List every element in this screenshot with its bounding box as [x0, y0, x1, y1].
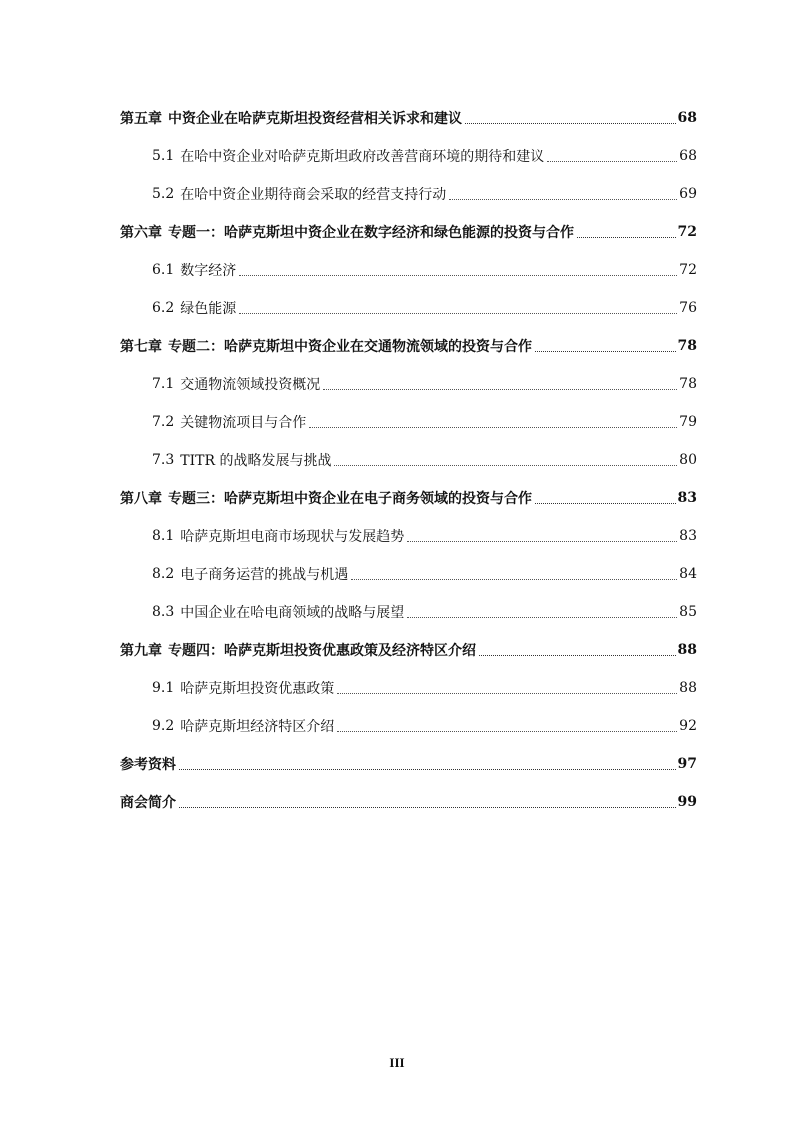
- toc-page-number: 68: [679, 148, 697, 164]
- toc-page-number: 78: [677, 338, 697, 354]
- toc-page-number: 72: [679, 262, 697, 278]
- toc-title: 在哈中资企业对哈萨克斯坦政府改善营商环境的期待和建议: [180, 149, 545, 165]
- toc-number: 第七章: [120, 339, 162, 355]
- toc-title: 交通物流领域投资概况: [180, 377, 321, 393]
- toc-title: 专题三：哈萨克斯坦中资企业在电子商务领域的投资与合作: [168, 491, 532, 507]
- dot-leader: [334, 464, 677, 466]
- toc-chapter[interactable]: [120, 213, 697, 251]
- toc-title: 参考资料: [120, 757, 176, 773]
- toc-page-number: 72: [677, 224, 697, 240]
- toc-page-number: 76: [679, 300, 697, 316]
- toc-chapter[interactable]: [120, 783, 697, 821]
- toc-number: 第六章: [120, 225, 162, 241]
- toc-page-number: 84: [679, 566, 697, 582]
- toc-section[interactable]: [120, 669, 697, 707]
- toc-chapter[interactable]: [120, 479, 697, 517]
- dot-leader: [239, 274, 677, 276]
- toc-number: 5.2: [152, 186, 175, 202]
- toc-title: 专题一：哈萨克斯坦中资企业在数字经济和绿色能源的投资与合作: [168, 225, 574, 241]
- toc-page-number: 92: [679, 718, 697, 734]
- toc-number: 7.2: [152, 414, 175, 430]
- toc-title: 关键物流项目与合作: [180, 415, 307, 431]
- table-of-contents: [120, 99, 697, 821]
- dot-leader: [465, 122, 676, 124]
- toc-number: 8.3: [152, 604, 175, 620]
- dot-leader: [547, 160, 677, 162]
- toc-number: 5.1: [152, 148, 175, 164]
- toc-page-number: 83: [679, 528, 697, 544]
- toc-section[interactable]: [120, 365, 697, 403]
- toc-section[interactable]: [120, 517, 697, 555]
- dot-leader: [323, 388, 677, 390]
- toc-page-number: 83: [677, 490, 697, 506]
- toc-number: 6.1: [152, 262, 175, 278]
- toc-number: 第五章: [120, 111, 162, 127]
- toc-section[interactable]: [120, 707, 697, 745]
- toc-title: 商会简介: [120, 795, 176, 811]
- toc-page-number: 88: [677, 642, 697, 658]
- toc-page-number: 68: [677, 110, 697, 126]
- toc-number: 6.2: [152, 300, 175, 316]
- toc-title: 哈萨克斯坦投资优惠政策: [180, 681, 335, 697]
- dot-leader: [479, 654, 676, 656]
- toc-section[interactable]: [120, 175, 697, 213]
- toc-chapter[interactable]: [120, 631, 697, 669]
- toc-section[interactable]: [120, 593, 697, 631]
- toc-title: 在哈中资企业期待商会采取的经营支持行动: [180, 187, 447, 203]
- toc-number: 7.3: [152, 452, 175, 468]
- toc-number: 7.1: [152, 376, 175, 392]
- toc-page-number: 88: [679, 680, 697, 696]
- dot-leader: [239, 312, 677, 314]
- dot-leader: [535, 350, 676, 352]
- toc-chapter[interactable]: [120, 99, 697, 137]
- dot-leader: [179, 806, 676, 808]
- toc-section[interactable]: [120, 555, 697, 593]
- toc-number: 第八章: [120, 491, 162, 507]
- toc-title: 哈萨克斯坦经济特区介绍: [180, 719, 335, 735]
- toc-number: 9.1: [152, 680, 175, 696]
- toc-section[interactable]: [120, 137, 697, 175]
- toc-page-number: 79: [679, 414, 697, 430]
- dot-leader: [309, 426, 677, 428]
- toc-number: 9.2: [152, 718, 175, 734]
- toc-number: 第九章: [120, 643, 162, 659]
- toc-section[interactable]: [120, 441, 697, 479]
- dot-leader: [337, 692, 677, 694]
- toc-title: TITR 的战略发展与挑战: [180, 453, 332, 469]
- toc-title: 哈萨克斯坦电商市场现状与发展趋势: [180, 529, 405, 545]
- toc-page-number: 85: [679, 604, 697, 620]
- toc-section[interactable]: [120, 403, 697, 441]
- dot-leader: [407, 616, 677, 618]
- toc-page-number: 99: [677, 794, 697, 810]
- toc-title: 数字经济: [180, 263, 237, 279]
- toc-page-number: 69: [679, 186, 697, 202]
- toc-title: 电子商务运营的挑战与机遇: [180, 567, 349, 583]
- toc-chapter[interactable]: [120, 327, 697, 365]
- dot-leader: [577, 236, 676, 238]
- toc-title: 中资企业在哈萨克斯坦投资经营相关诉求和建议: [168, 111, 462, 127]
- dot-leader: [407, 540, 677, 542]
- dot-leader: [179, 768, 676, 770]
- dot-leader: [337, 730, 677, 732]
- toc-section[interactable]: [120, 251, 697, 289]
- toc-title: 专题四：哈萨克斯坦投资优惠政策及经济特区介绍: [168, 643, 476, 659]
- toc-number: 8.2: [152, 566, 175, 582]
- toc-title: 绿色能源: [180, 301, 237, 317]
- toc-page-number: 78: [679, 376, 697, 392]
- toc-page-number: 97: [677, 756, 697, 772]
- dot-leader: [449, 198, 677, 200]
- toc-section[interactable]: [120, 289, 697, 327]
- toc-number: 8.1: [152, 528, 175, 544]
- toc-title: 专题二：哈萨克斯坦中资企业在交通物流领域的投资与合作: [168, 339, 532, 355]
- toc-page-number: 80: [679, 452, 697, 468]
- toc-title: 中国企业在哈电商领域的战略与展望: [180, 605, 405, 621]
- page-number-footer: III: [389, 1055, 405, 1070]
- toc-chapter[interactable]: [120, 745, 697, 783]
- dot-leader: [535, 502, 676, 504]
- dot-leader: [351, 578, 677, 580]
